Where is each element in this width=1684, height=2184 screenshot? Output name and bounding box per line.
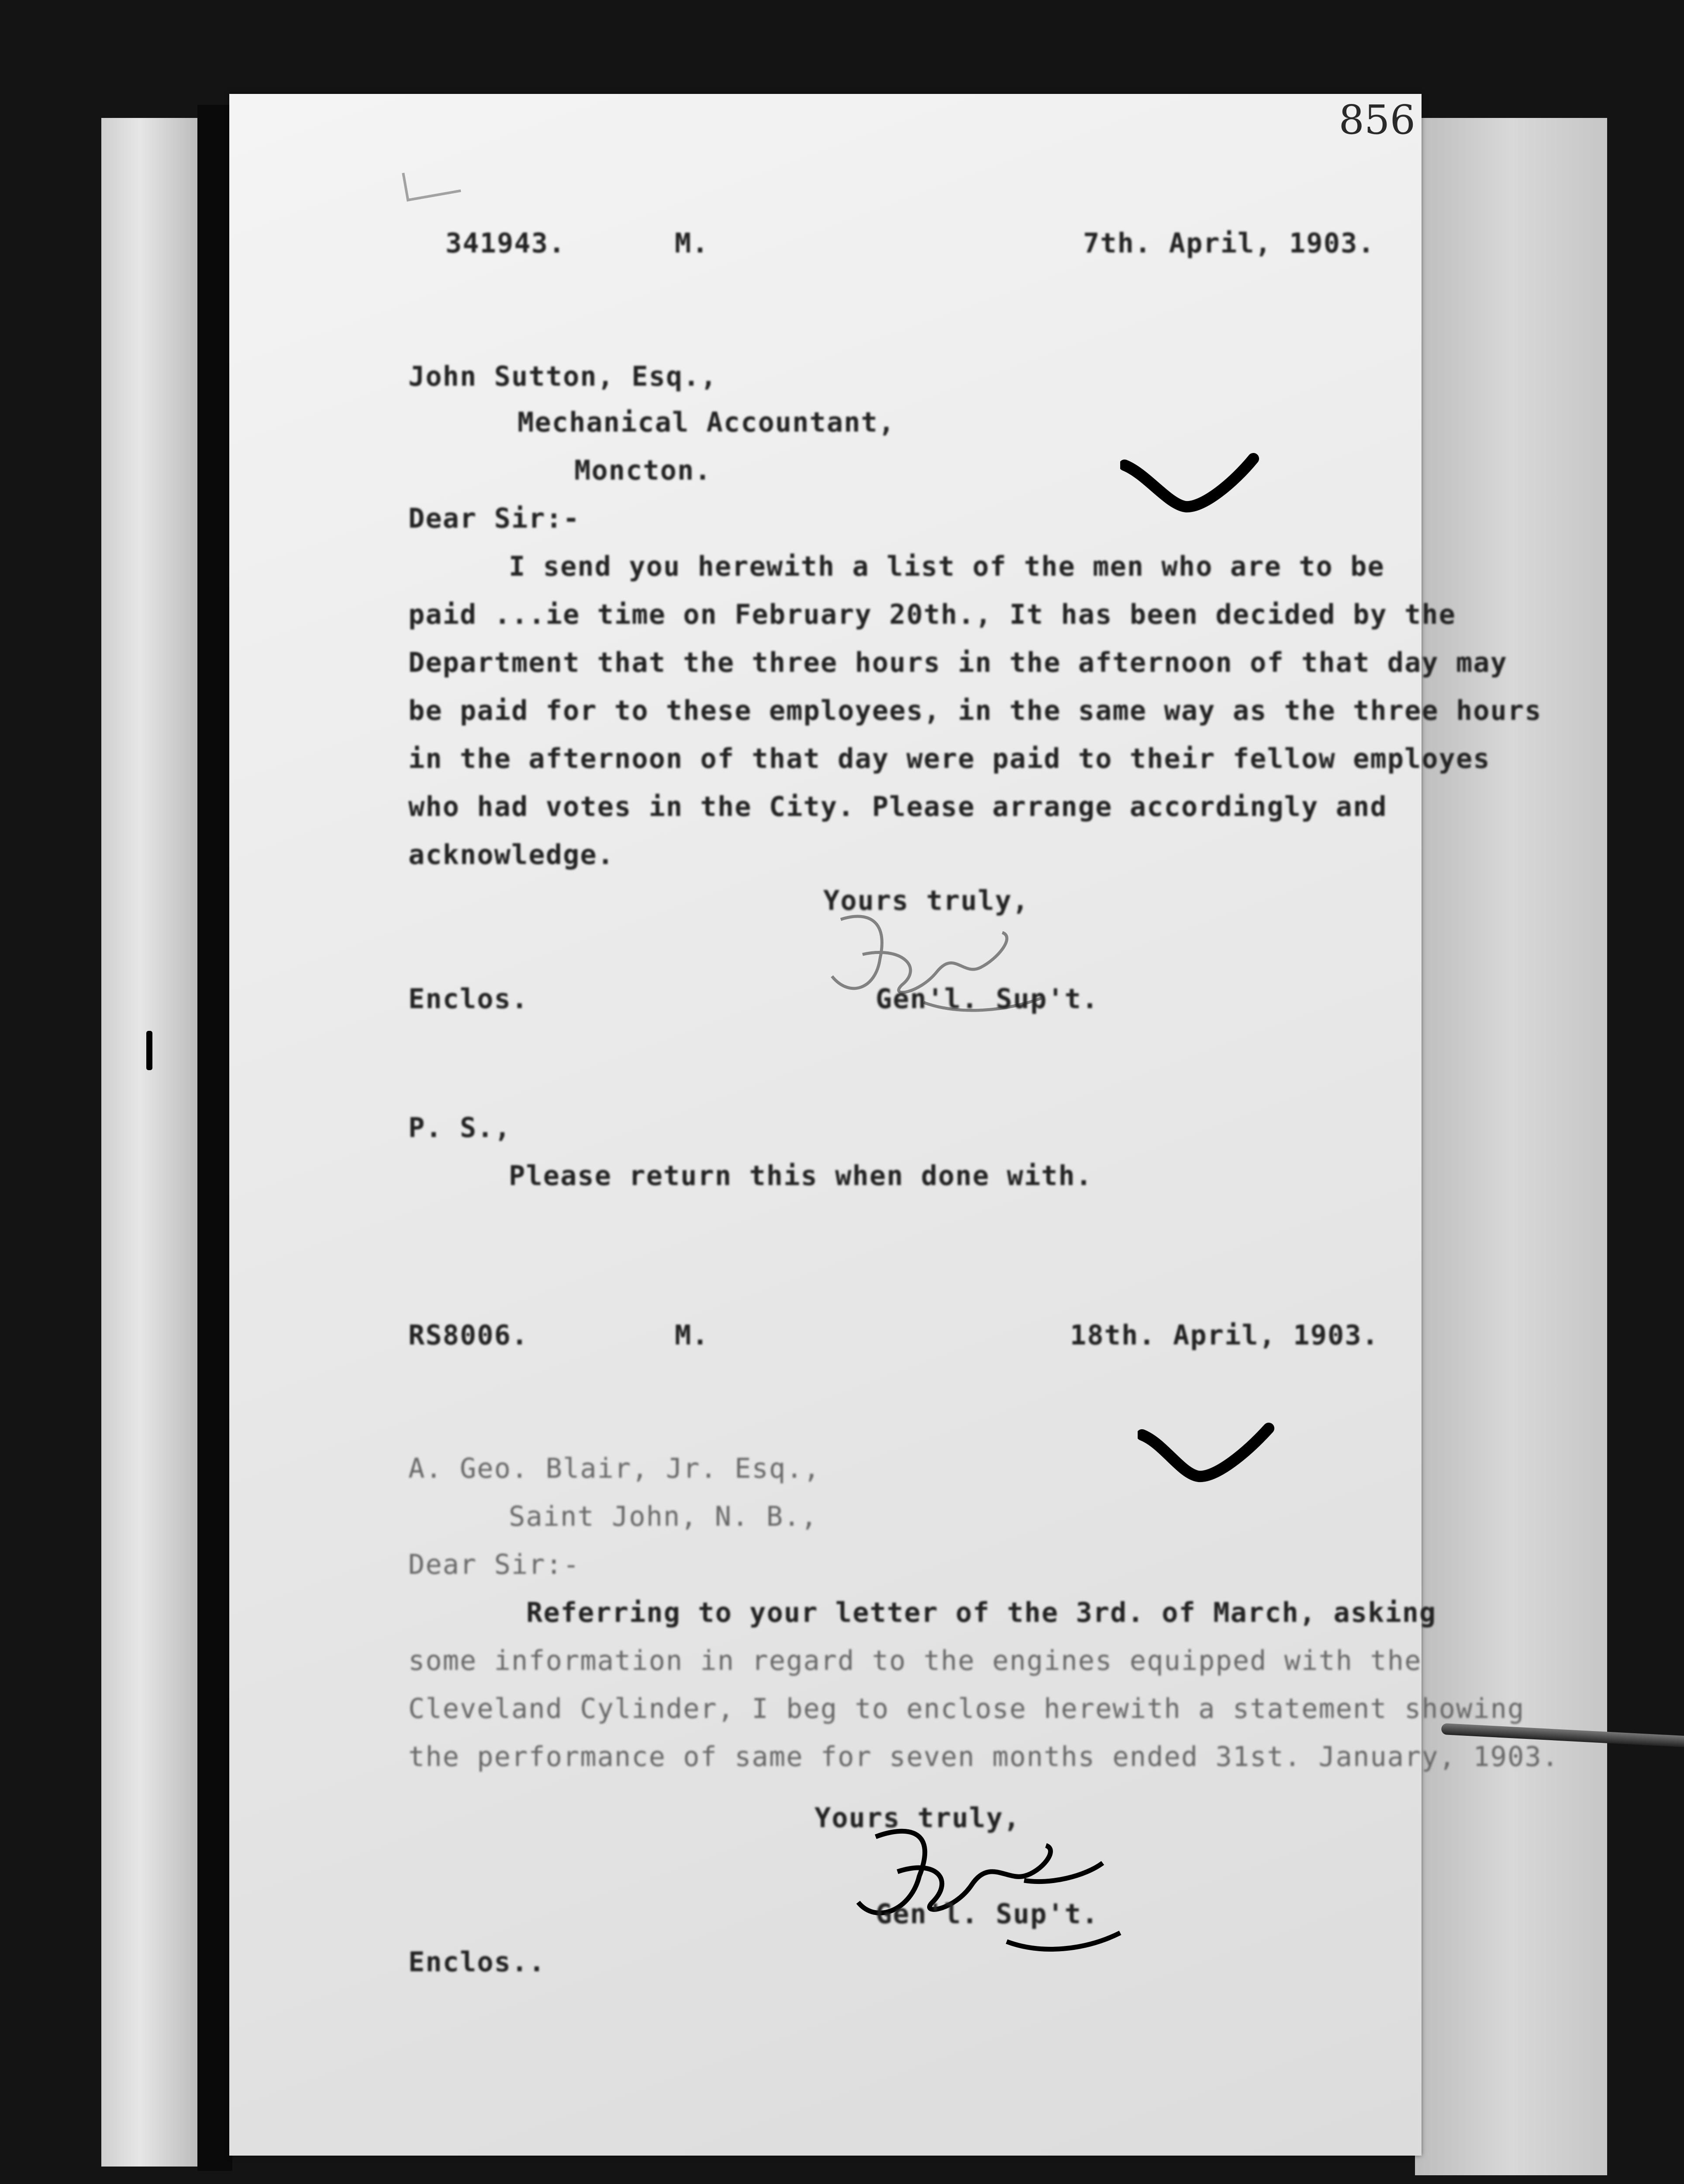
letter1-enclosure: Enclos. bbox=[408, 983, 529, 1015]
letter2-body-line: the performance of same for seven months ended 31st. January, 1903. bbox=[408, 1741, 1559, 1773]
letter1-date: 7th. April, 1903. bbox=[1083, 227, 1375, 259]
letter1-addressee-line: Moncton. bbox=[574, 454, 712, 486]
letter1-signature-title: Gen'l. Sup't. bbox=[876, 983, 1099, 1015]
letter2-signature-title: Gen'l. Sup't. bbox=[876, 1898, 1099, 1930]
binding-edge-left bbox=[101, 118, 197, 2167]
corner-tick-mark bbox=[402, 164, 461, 202]
letter1-ps-label: P. S., bbox=[408, 1112, 511, 1144]
letter2-addressee-line: A. Geo. Blair, Jr. Esq., bbox=[408, 1452, 821, 1484]
check-mark-1 bbox=[1120, 452, 1260, 518]
letter2-closing: Yours truly, bbox=[814, 1802, 1021, 1834]
letter1-body-line: who had votes in the City. Please arrange accordingly and bbox=[408, 791, 1387, 822]
binding-edge-right bbox=[1415, 118, 1607, 2175]
letter2-date: 18th. April, 1903. bbox=[1070, 1319, 1379, 1351]
signature-2 bbox=[823, 1811, 1155, 1977]
letter2-body-line: some information in regard to the engines equipped with the bbox=[408, 1645, 1422, 1676]
letter-page bbox=[229, 94, 1559, 2156]
letter1-salutation: Dear Sir:- bbox=[408, 502, 580, 534]
letter2-enclosure: Enclos.. bbox=[408, 1946, 546, 1978]
check-mark-2 bbox=[1138, 1422, 1277, 1487]
letter2-salutation: Dear Sir:- bbox=[408, 1548, 580, 1580]
letter2-addressee-line: Saint John, N. B., bbox=[509, 1500, 818, 1532]
margin-mark bbox=[146, 1031, 152, 1070]
letter1-body-line: in the afternoon of that day were paid to their fellow employes bbox=[408, 743, 1491, 774]
letter2-body-line: Referring to your letter of the 3rd. of March, asking bbox=[526, 1597, 1437, 1628]
letter2-ref: RS8006. bbox=[408, 1319, 529, 1351]
letter1-addressee-line: Mechanical Accountant, bbox=[518, 406, 896, 438]
letter1-body-line: be paid for to these employees, in the same way as the three hours bbox=[408, 695, 1542, 726]
letter1-body-line: paid ...ie time on February 20th., It has been decided by the bbox=[408, 598, 1456, 630]
letter2-body-line: Cleveland Cylinder, I beg to enclose herewith a statement showing bbox=[408, 1693, 1525, 1724]
letter1-ps-text: Please return this when done with. bbox=[509, 1160, 1093, 1192]
letter1-ref: 341943. bbox=[445, 227, 566, 259]
binding-gutter bbox=[197, 105, 232, 2171]
page-number: 856 bbox=[1339, 97, 1415, 143]
letter1-body-line: Department that the three hours in the afternoon of that day may bbox=[408, 646, 1508, 678]
letter1-body-line: I send you herewith a list of the men who are to be bbox=[509, 550, 1385, 582]
letter2-mark: M. bbox=[675, 1319, 709, 1351]
letter1-body-line: acknowledge. bbox=[408, 839, 614, 871]
letter1-closing: Yours truly, bbox=[823, 885, 1029, 916]
letter1-mark: M. bbox=[675, 227, 709, 259]
letter1-addressee-line: John Sutton, Esq., bbox=[408, 360, 718, 392]
